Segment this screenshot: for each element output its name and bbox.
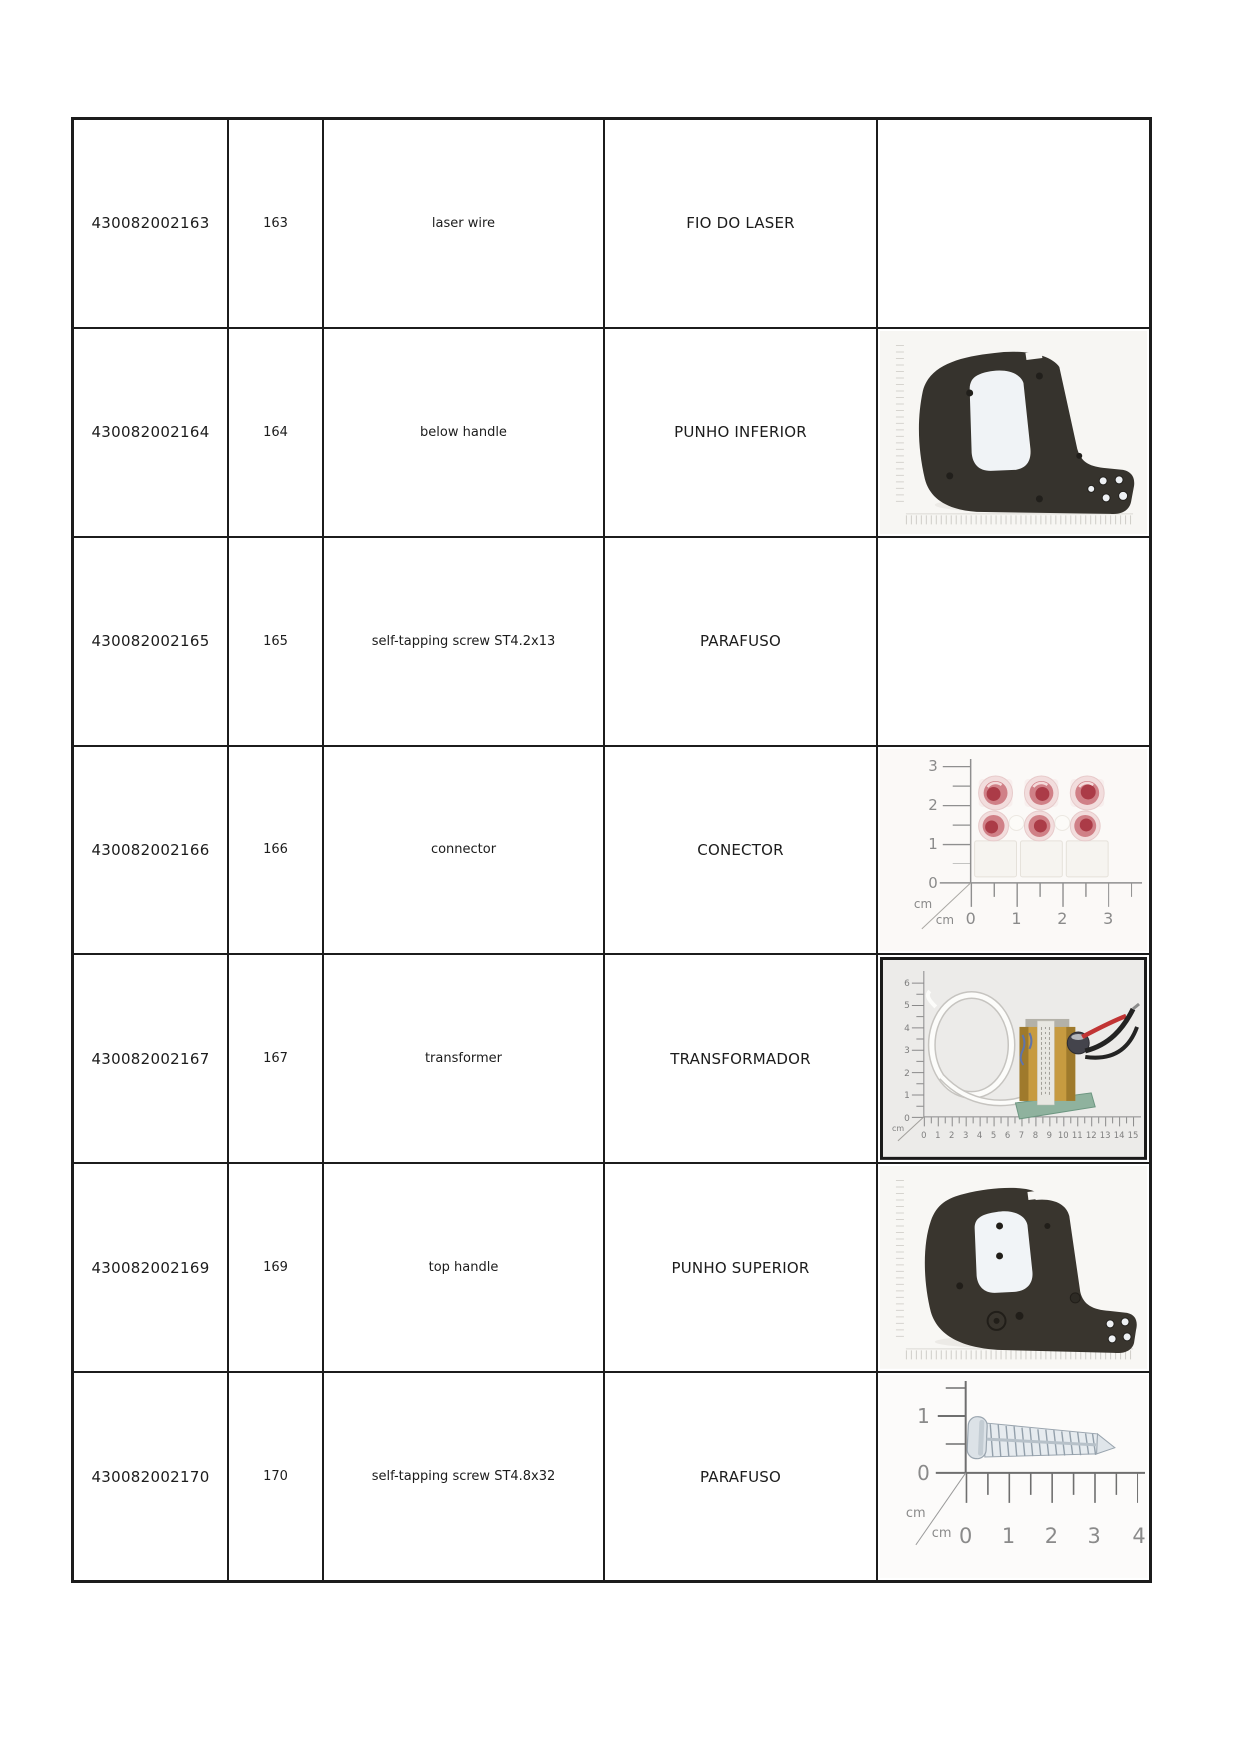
tick-label: 1 — [904, 1091, 910, 1102]
screw-photo — [880, 1375, 1147, 1578]
description-pt-cell — [605, 1164, 876, 1371]
tick-label: 1 — [1001, 1523, 1016, 1549]
tick-label: 0 — [921, 1130, 927, 1141]
description-en: connector — [430, 842, 497, 858]
description-pt: PARAFUSO — [700, 1467, 781, 1486]
tick-label: 9 — [1046, 1130, 1053, 1141]
tick-label: 0 — [965, 908, 976, 928]
below-handle-photo — [880, 331, 1147, 534]
part-number-cell — [74, 747, 227, 954]
description-en-cell — [324, 1164, 603, 1371]
tick-label: 0 — [917, 1461, 930, 1486]
item-number: 163 — [263, 215, 288, 231]
description-en: self-tapping screw ST4.8x32 — [371, 1469, 556, 1485]
tick-label: 5 — [990, 1130, 997, 1141]
tick-label: 2 — [928, 795, 938, 814]
part-number: 430082002163 — [91, 214, 210, 233]
item-number-cell — [229, 1164, 322, 1371]
part-number: 430082002166 — [91, 840, 210, 859]
part-number-cell — [74, 1164, 227, 1371]
parts-table — [71, 117, 1152, 1583]
tick-label: 2 — [1057, 908, 1068, 928]
tick-label: 2 — [949, 1130, 955, 1141]
item-number: 167 — [263, 1051, 288, 1067]
item-number-cell — [229, 120, 322, 327]
tick-label: 1 — [1011, 908, 1022, 928]
tick-label: 2 — [1044, 1523, 1059, 1549]
unit-label: cm — [905, 1506, 926, 1522]
part-number-cell — [74, 955, 227, 1162]
description-en: below handle — [420, 424, 507, 440]
photo-cell — [878, 955, 1149, 1162]
description-pt-cell — [605, 747, 876, 954]
description-pt: PUNHO INFERIOR — [674, 423, 807, 442]
tick-label: 13 — [1099, 1130, 1111, 1141]
tick-label: 11 — [1071, 1130, 1083, 1141]
tick-label: 3 — [1087, 1523, 1101, 1549]
unit-label: cm — [891, 1124, 905, 1134]
description-pt: TRANSFORMADOR — [670, 1049, 811, 1068]
item-number: 169 — [263, 1260, 288, 1276]
tick-label: 6 — [904, 979, 910, 990]
item-number-cell — [229, 955, 322, 1162]
photo-cell — [878, 329, 1149, 536]
item-number: 164 — [263, 424, 288, 440]
tick-label: 3 — [962, 1130, 969, 1141]
description-pt-cell — [605, 538, 876, 745]
tick-label: 3 — [904, 1046, 910, 1057]
tick-label: 14 — [1113, 1130, 1125, 1141]
description-en-cell — [324, 1373, 603, 1580]
part-number-cell — [74, 1373, 227, 1580]
description-pt: CONECTOR — [697, 840, 784, 859]
photo-cell-empty — [878, 120, 1149, 327]
tick-label: 4 — [904, 1024, 910, 1035]
tick-label: 6 — [1004, 1130, 1011, 1141]
part-number: 430082002165 — [91, 632, 210, 651]
description-en-cell — [324, 955, 603, 1162]
unit-label: cm — [913, 896, 933, 911]
description-pt-cell — [605, 1373, 876, 1580]
tick-label: 3 — [928, 756, 938, 775]
part-number-cell — [74, 538, 227, 745]
tick-label: 7 — [1018, 1130, 1025, 1141]
item-number-cell — [229, 329, 322, 536]
tick-label: 1 — [928, 834, 938, 853]
tick-label: 1 — [935, 1130, 941, 1141]
tick-label: 0 — [904, 1114, 910, 1125]
photo-cell — [878, 1373, 1149, 1580]
description-pt-cell — [605, 955, 876, 1162]
description-en: transformer — [424, 1051, 503, 1067]
unit-label: cm — [931, 1526, 952, 1542]
item-number-cell — [229, 747, 322, 954]
connector-photo — [880, 749, 1147, 952]
terminal-screws — [979, 776, 1105, 841]
item-number-cell — [229, 1373, 322, 1580]
tick-label: 15 — [1127, 1130, 1139, 1141]
unit-label: cm — [935, 912, 955, 927]
description-pt: PARAFUSO — [700, 632, 781, 651]
description-en: top handle — [428, 1260, 499, 1276]
description-en: laser wire — [431, 215, 496, 231]
top-handle-photo — [880, 1166, 1147, 1369]
description-pt-cell — [605, 120, 876, 327]
tick-label: 0 — [928, 873, 938, 892]
part-number: 430082002169 — [91, 1258, 210, 1277]
item-number: 166 — [263, 842, 288, 858]
tick-label: 1 — [917, 1404, 930, 1429]
item-number: 170 — [263, 1469, 288, 1485]
description-en: self-tapping screw ST4.2x13 — [371, 633, 556, 649]
description-en-cell — [324, 120, 603, 327]
part-number: 430082002167 — [91, 1049, 210, 1068]
description-en-cell — [324, 538, 603, 745]
tick-label: 3 — [1103, 908, 1114, 928]
photo-cell-empty — [878, 538, 1149, 745]
description-en-cell — [324, 747, 603, 954]
tick-label: 10 — [1057, 1130, 1069, 1141]
tick-label: 12 — [1085, 1130, 1097, 1141]
tick-label: 8 — [1032, 1130, 1039, 1141]
part-number: 430082002164 — [91, 423, 210, 442]
tick-label: 0 — [959, 1523, 973, 1549]
part-number-cell — [74, 120, 227, 327]
tick-label: 5 — [904, 1001, 910, 1012]
description-en-cell — [324, 329, 603, 536]
description-pt: PUNHO SUPERIOR — [671, 1258, 810, 1277]
transformer-photo — [880, 957, 1147, 1160]
item-number-cell — [229, 538, 322, 745]
tick-label: 2 — [904, 1069, 910, 1080]
photo-cell — [878, 747, 1149, 954]
item-number: 165 — [263, 633, 288, 649]
tick-label: 4 — [1132, 1523, 1146, 1549]
description-pt-cell — [605, 329, 876, 536]
part-number: 430082002170 — [91, 1467, 210, 1486]
photo-cell — [878, 1164, 1149, 1371]
description-pt: FIO DO LASER — [686, 214, 795, 233]
tick-label: 4 — [976, 1130, 983, 1141]
part-number-cell — [74, 329, 227, 536]
